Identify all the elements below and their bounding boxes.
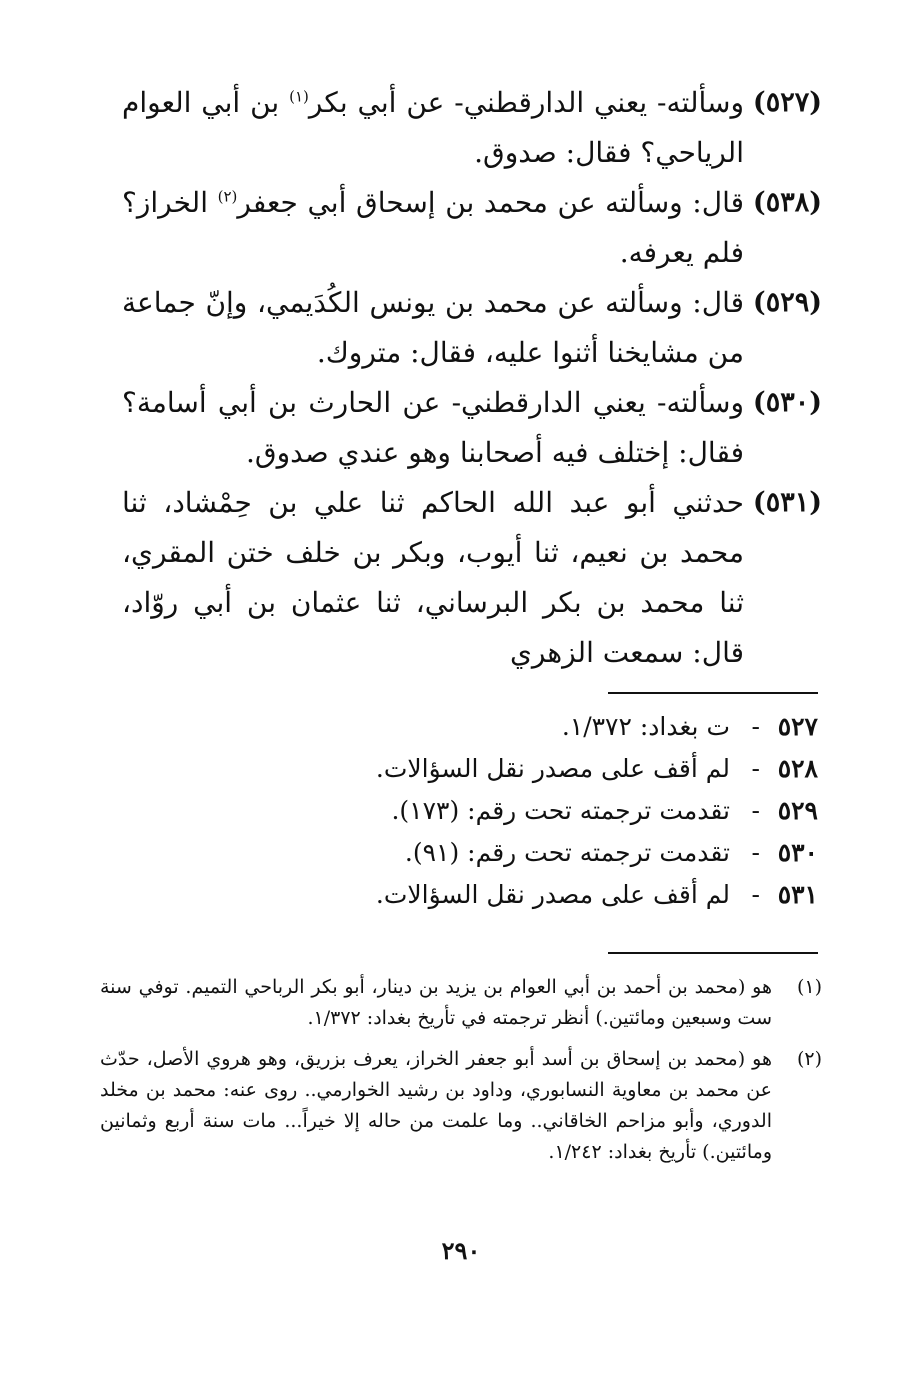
entry [122,278,822,378]
entry [122,378,822,478]
source-notes [178,706,818,916]
main-entries [122,78,822,678]
entry-text: وسألته- يعني الدارقطني- عن أبي بكر$^{(١)}$ بن أبي العوام الرياحي؟ فقال: صدوق. [122,86,744,169]
footnote [100,1044,822,1168]
entry [122,78,822,178]
entry-text: قال: وسألته عن محمد بن يونس الكُدَيمي، وإنّ جماعة من مشايخنا أثنوا عليه، فقال: متروك. [122,286,744,369]
entry-text: وسألته- يعني الدارقطني- عن الحارث بن أبي أسامة؟ فقال: إختلف فيه أصحابنا وهو عندي صدوق. [122,386,744,469]
entry-number: (٥٣٠) [752,387,822,418]
footnote-text: هو (محمد بن أحمد بن أبي العوام بن يزيد بن دينار، أبو بكر الرباحي التميم. توفي سنة ست وسبعين ومائتين.) أنظر ترجمته في تأريخ بغداد: ١/٣٧٢. [100,976,772,1029]
footnotes-divider [608,952,818,954]
source-note-number: ٥٢٨ [777,754,818,783]
source-note-number: ٥٣١ [777,880,818,909]
footnote-ref: (٢) [217,187,238,206]
footnote [100,972,822,1034]
source-note-number: ٥٣٠ [777,838,818,867]
page-number: ٢٩٠ [441,1236,481,1265]
source-note: ٥٢٧-ت بغداد: ١/٣٧٢. [178,706,818,748]
source-note: ٥٢٩-تقدمت ترجمته تحت رقم: (١٧٣). [178,790,818,832]
source-note-text: تقدمت ترجمته تحت رقم: (١٧٣). [391,796,730,825]
entry-text: قال: وسألته عن محمد بن إسحاق أبي جعفر$^{(٢)}$ الخراز؟ فلم يعرفه. [122,186,744,269]
source-note: ٥٣١-لم أقف على مصدر نقل السؤالات. [178,874,818,916]
entry-number: (٥٣١) [752,487,822,518]
source-note-text: لم أقف على مصدر نقل السؤالات. [375,880,730,909]
source-note: ٥٣٠-تقدمت ترجمته تحت رقم: (٩١). [178,832,818,874]
footnote-ref: (١) [289,87,309,106]
footnote-text: هو (محمد بن إسحاق بن أسد أبو جعفر الخراز، يعرف بزريق، وهو هروي الأصل، حدّث عن محمد بن معاوية النسابوري، وداود بن رشيد الخوارمي.. روى عنه: محمد بن مخلد الدوري، وأبو مزاحم الخاقاني.. وما علمت من حاله إلا خيراً... مات سنة أربع وثمانين ومائتين.) تأريخ بغداد: ١/٢٤٢. [100,1048,773,1163]
source-note-text: لم أقف على مصدر نقل السؤالات. [375,754,730,783]
entry [122,478,822,678]
entry-text: حدثني أبو عبد الله الحاكم ثنا علي بن حِمْشاد، ثنا محمد بن نعيم، ثنا أيوب، وبكر بن خلف ختن المقري، ثنا محمد بن بكر البرساني، ثنا عثمان بن أبي روّاد، قال: سمعت الزهري [122,486,744,669]
entry [122,178,822,278]
source-note-text: تقدمت ترجمته تحت رقم: (٩١). [404,838,730,867]
entry-number: (٥٣٨) [752,187,822,218]
notes-divider [608,692,818,694]
source-note: ٥٢٨-لم أقف على مصدر نقل السؤالات. [178,748,818,790]
entry-number: (٥٢٩) [752,287,822,318]
entry-number: (٥٢٧) [752,87,822,118]
footnote-number: (٢) [796,1048,822,1070]
source-note-text: ت بغداد: ١/٣٧٢. [561,712,730,741]
source-note-number: ٥٢٩ [777,796,818,825]
footnote-number: (١) [796,976,822,998]
footnotes [100,972,822,1178]
source-note-number: ٥٢٧ [777,712,818,741]
